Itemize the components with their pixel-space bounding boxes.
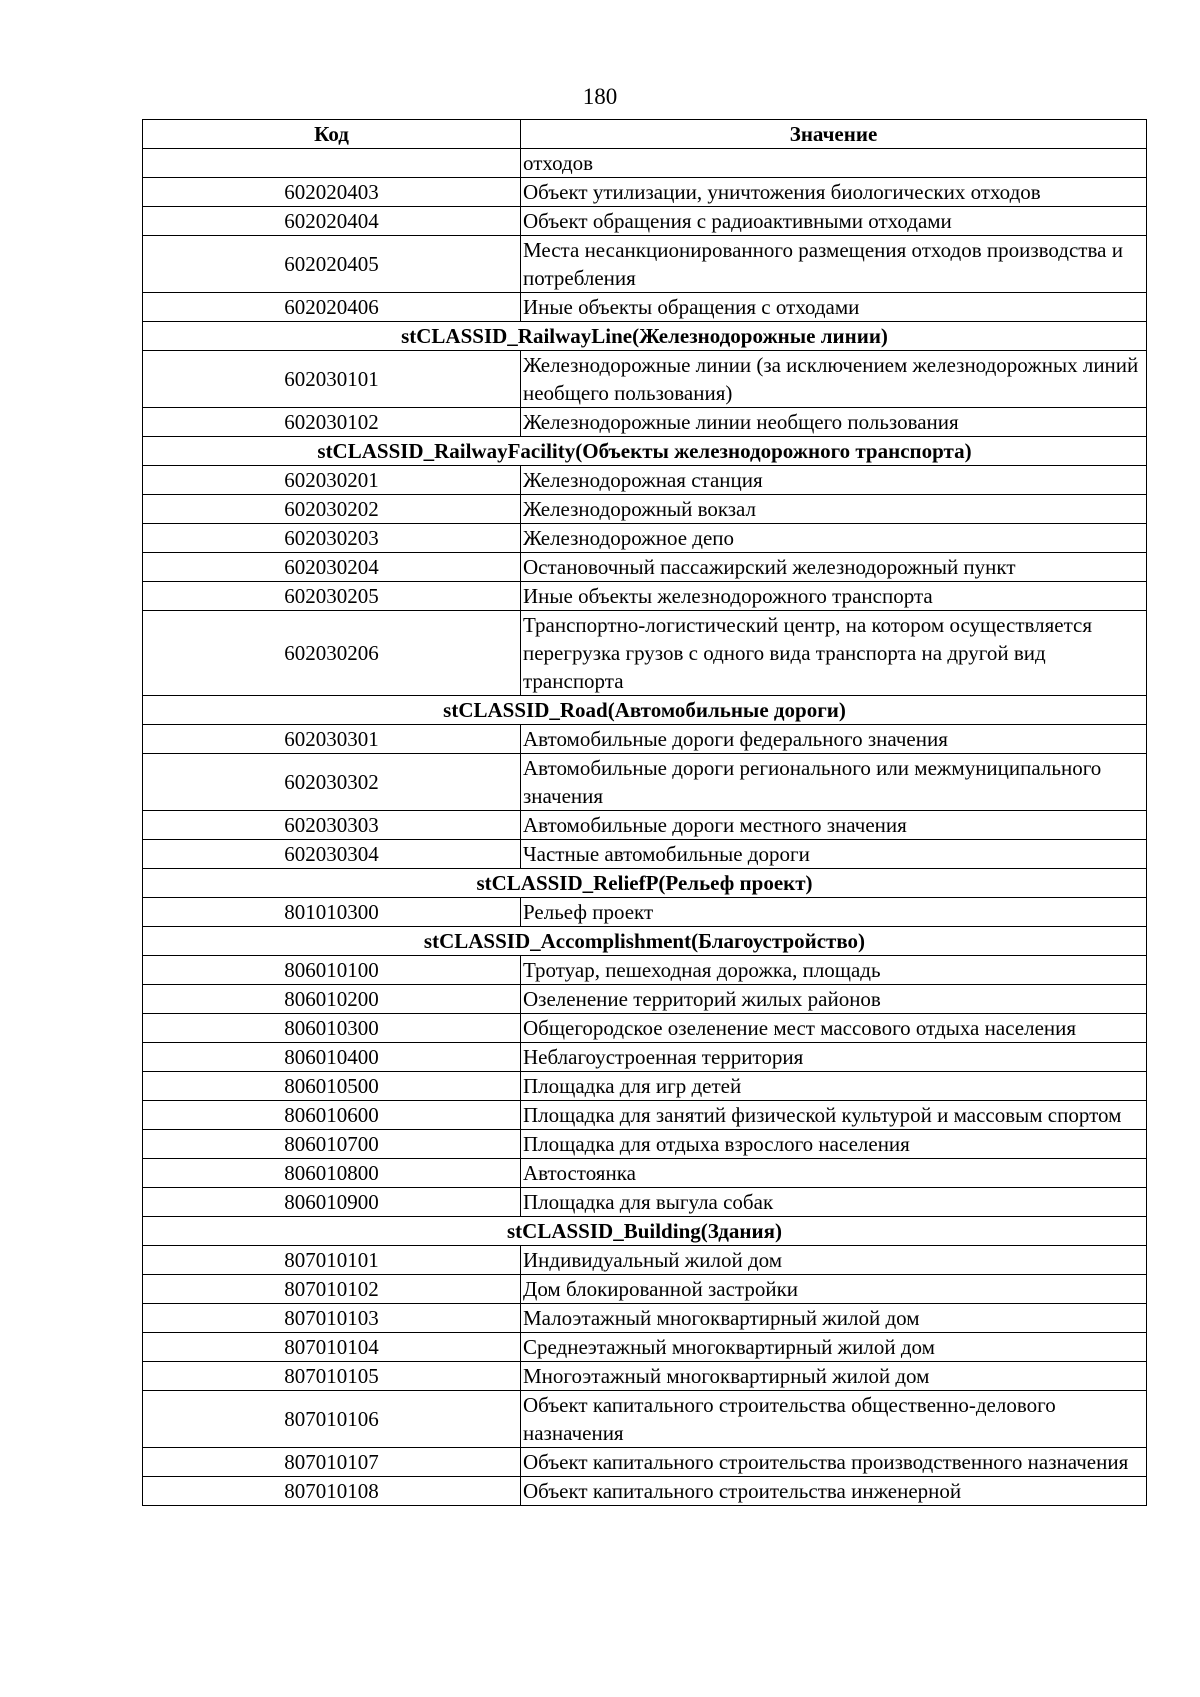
value-cell: Объект капитального строительства инженерной bbox=[521, 1477, 1147, 1506]
section-title: stCLASSID_RailwayFacility(Объекты железнодорожного транспорта) bbox=[143, 437, 1147, 466]
table-row bbox=[143, 582, 1147, 611]
table-row bbox=[143, 1333, 1147, 1362]
value-cell: Объект обращения с радиоактивными отходами bbox=[521, 207, 1147, 236]
table-row bbox=[143, 178, 1147, 207]
code-column-header: Код bbox=[143, 120, 521, 149]
value-cell: Автомобильные дороги регионального или межмуниципального значения bbox=[521, 754, 1147, 811]
value-cell: Места несанкционированного размещения отходов производства и потребления bbox=[521, 236, 1147, 293]
table-row bbox=[143, 956, 1147, 985]
table-row bbox=[143, 898, 1147, 927]
section-header-row bbox=[143, 869, 1147, 898]
table-row bbox=[143, 466, 1147, 495]
value-cell: Иные объекты обращения с отходами bbox=[521, 293, 1147, 322]
table-row bbox=[143, 725, 1147, 754]
code-cell: 602030303 bbox=[143, 811, 521, 840]
code-cell: 807010104 bbox=[143, 1333, 521, 1362]
table-header-row bbox=[143, 120, 1147, 149]
section-title: stCLASSID_Road(Автомобильные дороги) bbox=[143, 696, 1147, 725]
code-cell: 602030201 bbox=[143, 466, 521, 495]
section-header-row bbox=[143, 696, 1147, 725]
code-cell: 602030102 bbox=[143, 408, 521, 437]
page-number: 180 bbox=[582, 84, 618, 109]
code-cell: 806010800 bbox=[143, 1159, 521, 1188]
section-header-row bbox=[143, 322, 1147, 351]
table-row bbox=[143, 1188, 1147, 1217]
value-cell: Среднеэтажный многоквартирный жилой дом bbox=[521, 1333, 1147, 1362]
code-cell: 806010600 bbox=[143, 1101, 521, 1130]
table-row bbox=[143, 985, 1147, 1014]
value-cell: Индивидуальный жилой дом bbox=[521, 1246, 1147, 1275]
code-cell: 807010103 bbox=[143, 1304, 521, 1333]
table-row bbox=[143, 1391, 1147, 1448]
table-row bbox=[143, 1477, 1147, 1506]
code-cell: 806010500 bbox=[143, 1072, 521, 1101]
table-row bbox=[143, 1275, 1147, 1304]
value-cell: Озеленение территорий жилых районов bbox=[521, 985, 1147, 1014]
value-cell: Площадка для игр детей bbox=[521, 1072, 1147, 1101]
section-title: stCLASSID_ReliefP(Рельеф проект) bbox=[143, 869, 1147, 898]
value-cell: Железнодорожный вокзал bbox=[521, 495, 1147, 524]
table-row bbox=[143, 524, 1147, 553]
value-cell: Тротуар, пешеходная дорожка, площадь bbox=[521, 956, 1147, 985]
value-cell: Остановочный пассажирский железнодорожный пункт bbox=[521, 553, 1147, 582]
value-cell: Многоэтажный многоквартирный жилой дом bbox=[521, 1362, 1147, 1391]
table-row bbox=[143, 149, 1147, 178]
value-cell: Дом блокированной застройки bbox=[521, 1275, 1147, 1304]
code-cell: 807010101 bbox=[143, 1246, 521, 1275]
table-row bbox=[143, 553, 1147, 582]
value-cell: Железнодорожная станция bbox=[521, 466, 1147, 495]
section-title: stCLASSID_Building(Здания) bbox=[143, 1217, 1147, 1246]
table-row bbox=[143, 811, 1147, 840]
table-row bbox=[143, 236, 1147, 293]
table-row bbox=[143, 1130, 1147, 1159]
table-row bbox=[143, 495, 1147, 524]
table-row bbox=[143, 1043, 1147, 1072]
value-cell: Малоэтажный многоквартирный жилой дом bbox=[521, 1304, 1147, 1333]
code-cell: 602020406 bbox=[143, 293, 521, 322]
code-cell: 807010102 bbox=[143, 1275, 521, 1304]
code-cell: 806010900 bbox=[143, 1188, 521, 1217]
code-cell: 602030301 bbox=[143, 725, 521, 754]
value-cell: Железнодорожное депо bbox=[521, 524, 1147, 553]
value-cell: Общегородское озеленение мест массового отдыха населения bbox=[521, 1014, 1147, 1043]
value-cell: Железнодорожные линии необщего пользования bbox=[521, 408, 1147, 437]
value-cell: Автомобильные дороги местного значения bbox=[521, 811, 1147, 840]
value-cell: Транспортно-логистический центр, на котором осуществляется перегрузка грузов с одного вида транспорта на другой вид транспорта bbox=[521, 611, 1147, 696]
code-cell: 807010107 bbox=[143, 1448, 521, 1477]
table-row bbox=[143, 1362, 1147, 1391]
code-cell: 602030204 bbox=[143, 553, 521, 582]
value-cell: Площадка для занятий физической культурой и массовым спортом bbox=[521, 1101, 1147, 1130]
code-cell: 806010200 bbox=[143, 985, 521, 1014]
code-cell: 602030304 bbox=[143, 840, 521, 869]
table-row bbox=[143, 1304, 1147, 1333]
code-cell: 806010400 bbox=[143, 1043, 521, 1072]
table-row bbox=[143, 293, 1147, 322]
section-header-row bbox=[143, 927, 1147, 956]
value-cell: Автомобильные дороги федерального значения bbox=[521, 725, 1147, 754]
code-cell: 602020403 bbox=[143, 178, 521, 207]
table-row bbox=[143, 1159, 1147, 1188]
value-cell: Частные автомобильные дороги bbox=[521, 840, 1147, 869]
value-cell: отходов bbox=[521, 149, 1147, 178]
section-title: stCLASSID_RailwayLine(Железнодорожные линии) bbox=[143, 322, 1147, 351]
code-cell: 806010300 bbox=[143, 1014, 521, 1043]
table-row bbox=[143, 611, 1147, 696]
value-cell: Автостоянка bbox=[521, 1159, 1147, 1188]
table-body bbox=[143, 149, 1147, 1506]
table-row bbox=[143, 1072, 1147, 1101]
code-cell: 807010105 bbox=[143, 1362, 521, 1391]
value-cell: Железнодорожные линии (за исключением железнодорожных линий необщего пользования) bbox=[521, 351, 1147, 408]
value-cell: Площадка для выгула собак bbox=[521, 1188, 1147, 1217]
table-row bbox=[143, 840, 1147, 869]
classifier-table bbox=[142, 119, 1147, 1506]
code-cell: 602020404 bbox=[143, 207, 521, 236]
section-title: stCLASSID_Accomplishment(Благоустройство) bbox=[143, 927, 1147, 956]
value-cell: Иные объекты железнодорожного транспорта bbox=[521, 582, 1147, 611]
code-cell: 602020405 bbox=[143, 236, 521, 293]
code-cell: 602030101 bbox=[143, 351, 521, 408]
code-cell: 806010700 bbox=[143, 1130, 521, 1159]
code-cell: 602030202 bbox=[143, 495, 521, 524]
table-row bbox=[143, 1014, 1147, 1043]
code-cell: 801010300 bbox=[143, 898, 521, 927]
section-header-row bbox=[143, 1217, 1147, 1246]
table-row bbox=[143, 207, 1147, 236]
code-cell: 602030206 bbox=[143, 611, 521, 696]
code-cell bbox=[143, 149, 521, 178]
code-cell: 807010108 bbox=[143, 1477, 521, 1506]
table-row bbox=[143, 408, 1147, 437]
table-row bbox=[143, 351, 1147, 408]
code-cell: 807010106 bbox=[143, 1391, 521, 1448]
code-cell: 806010100 bbox=[143, 956, 521, 985]
table-row bbox=[143, 1246, 1147, 1275]
value-cell: Неблагоустроенная территория bbox=[521, 1043, 1147, 1072]
code-cell: 602030205 bbox=[143, 582, 521, 611]
value-cell: Площадка для отдыха взрослого населения bbox=[521, 1130, 1147, 1159]
table-row bbox=[143, 754, 1147, 811]
value-cell: Объект капитального строительства производственного назначения bbox=[521, 1448, 1147, 1477]
section-header-row bbox=[143, 437, 1147, 466]
value-cell: Объект капитального строительства общественно-делового назначения bbox=[521, 1391, 1147, 1448]
value-cell: Объект утилизации, уничтожения биологических отходов bbox=[521, 178, 1147, 207]
table-row bbox=[143, 1101, 1147, 1130]
code-cell: 602030302 bbox=[143, 754, 521, 811]
value-column-header: Значение bbox=[521, 120, 1147, 149]
table-row bbox=[143, 1448, 1147, 1477]
value-cell: Рельеф проект bbox=[521, 898, 1147, 927]
code-cell: 602030203 bbox=[143, 524, 521, 553]
